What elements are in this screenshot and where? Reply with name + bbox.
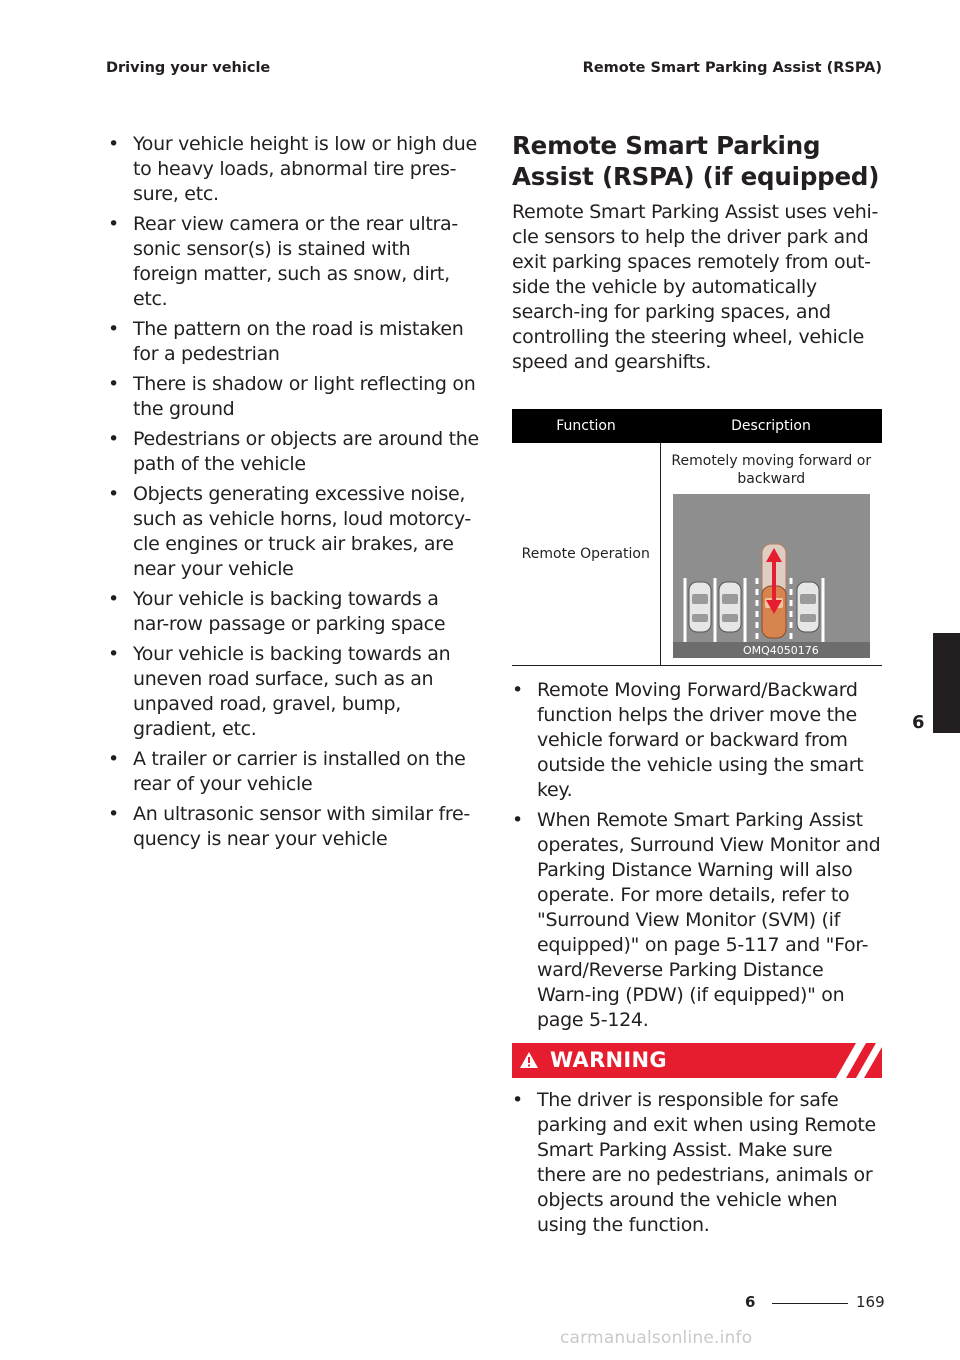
- chapter-side-number: 6: [912, 712, 925, 733]
- list-item: • Rear view camera or the rear ultra-sonic sensor(s) is stained with foreign matter, such as snow, dirt, etc.: [108, 213, 458, 310]
- bullet-icon: •: [108, 373, 119, 395]
- section-title: Remote Smart Parking Assist (RSPA) (if equipped): [512, 131, 880, 191]
- bullet-icon: •: [108, 588, 119, 610]
- list-item: • A trailer or carrier is installed on the rear of your vehicle: [108, 748, 466, 795]
- bullet-icon: •: [108, 133, 119, 155]
- section-intro: Remote Smart Parking Assist uses vehi-cle sensors to help the driver park and exit parking spaces remotely from out-side the vehicle by automatically search-ing for parking spaces, and controlling the steering wheel, vehicle speed and gearshifts.: [512, 201, 879, 373]
- list-item: • The pattern on the road is mistaken for a pedestrian: [108, 318, 464, 365]
- footer-page-number: 169: [856, 1293, 885, 1311]
- parked-car-icon: [797, 582, 819, 632]
- parking-illustration: [673, 494, 870, 658]
- conditions-list: [108, 132, 480, 852]
- table-header-row: [512, 409, 882, 443]
- warning-label: WARNING: [550, 1048, 667, 1072]
- warning-banner: [512, 1043, 882, 1078]
- list-item: • The driver is responsible for safe parking and exit when using Remote Smart Parking Assist. Make sure there are no pedestrians, animals or objects around the vehicle when using the function.: [512, 1089, 876, 1236]
- list-item: • Objects generating excessive noise, such as vehicle horns, loud motorcy-cle engines or truck air brakes, are near your vehicle: [108, 483, 471, 580]
- table-cell-function: Remote Operation: [512, 443, 660, 666]
- bullet-icon: •: [108, 643, 119, 665]
- list-item: • An ultrasonic sensor with similar fre-quency is near your vehicle: [108, 803, 470, 850]
- bullet-icon: •: [108, 428, 119, 450]
- bullet-icon: •: [108, 318, 119, 340]
- watermark: carmanualsonline.info: [560, 1328, 753, 1348]
- bullet-icon: •: [512, 679, 523, 701]
- table-row: [512, 443, 882, 666]
- footer-chapter: 6: [745, 1293, 756, 1311]
- warning-list: [512, 1088, 882, 1238]
- right-column: [512, 130, 882, 1243]
- list-item: • Pedestrians or objects are around the path of the vehicle: [108, 428, 479, 475]
- description-text: Remotely moving forward or backward: [671, 453, 872, 487]
- list-item: • When Remote Smart Parking Assist operates, Surround View Monitor and Parking Distance Warning will also operate. For more details, refer to "Surround View Monitor (SVM) (if equipped)" on page 5-117 and "For-ward/Reverse Parking Distance Warn-ing (PDW) (if equipped)" on page 5-124.: [512, 809, 881, 1031]
- bullet-icon: •: [512, 1089, 523, 1111]
- bullet-icon: •: [108, 483, 119, 505]
- running-header-left: Driving your vehicle: [106, 60, 271, 76]
- table-header-description: Description: [660, 409, 882, 443]
- warning-triangle-icon: [519, 1050, 539, 1070]
- left-column: [108, 132, 480, 857]
- bullet-icon: •: [108, 748, 119, 770]
- warning-stripes-icon: [822, 1043, 882, 1078]
- list-item: • Your vehicle height is low or high due to heavy loads, abnormal tire pres-sure, etc.: [108, 133, 477, 205]
- table-cell-description: [660, 443, 882, 666]
- chapter-side-tab: [933, 633, 960, 733]
- list-item: • Remote Moving Forward/Backward function helps the driver move the vehicle forward or backward from outside the vehicle using the smart key.: [512, 679, 864, 801]
- parked-car-icon: [719, 582, 741, 632]
- table-header-function: Function: [512, 409, 660, 443]
- bullet-icon: •: [108, 213, 119, 235]
- list-item: • There is shadow or light reflecting on the ground: [108, 373, 476, 420]
- running-header-right: Remote Smart Parking Assist (RSPA): [582, 60, 882, 76]
- list-item: • Your vehicle is backing towards a nar-row passage or parking space: [108, 588, 446, 635]
- image-code: OMQ4050176: [742, 644, 819, 657]
- rspa-notes-list: [512, 678, 882, 1033]
- bullet-icon: •: [108, 803, 119, 825]
- parked-car-icon: [689, 582, 711, 632]
- footer-divider: [772, 1303, 848, 1304]
- list-item: • Your vehicle is backing towards an uneven road surface, such as an unpaved road, gravel, bump, gradient, etc.: [108, 643, 451, 740]
- bullet-icon: •: [512, 809, 523, 831]
- function-table: [512, 409, 882, 666]
